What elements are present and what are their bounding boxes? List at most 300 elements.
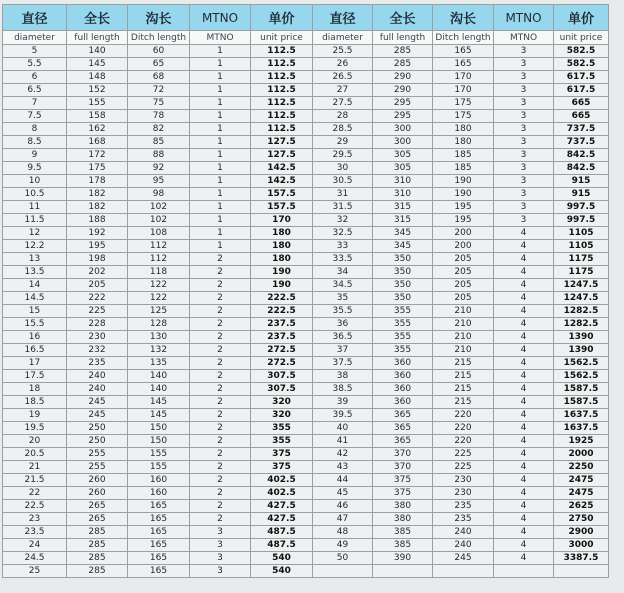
right-diameter-cell: 28.5 (313, 123, 373, 136)
left-mtno-cell: 1 (190, 110, 251, 123)
right-full-length-cell: 285 (373, 58, 433, 71)
right-diameter-cell: 32.5 (313, 227, 373, 240)
table-row (3, 357, 609, 370)
left-unit-price-cell: 112.5 (251, 45, 313, 58)
table-row (3, 383, 609, 396)
right-unit-price-cell: 2000 (554, 448, 609, 461)
right-mtno-cell: 4 (494, 461, 554, 474)
left-mtno-cell: 2 (190, 331, 251, 344)
right-mtno-cell: 4 (494, 331, 554, 344)
right-ditch-length-cell: 215 (433, 396, 494, 409)
right-unit-price-cell: 3387.5 (554, 552, 609, 565)
right-full-length-cell: 360 (373, 357, 433, 370)
right-ditch-length-cell: 235 (433, 500, 494, 513)
left-mtno-cell: 3 (190, 539, 251, 552)
right-full-length-cell: 360 (373, 396, 433, 409)
right-diameter-cell: 47 (313, 513, 373, 526)
left-diameter-cell: 10.5 (3, 188, 67, 201)
right-mtno-cell: 4 (494, 305, 554, 318)
left-full-length-cell: 240 (67, 383, 128, 396)
left-ditch-length-cell: 118 (128, 266, 190, 279)
right-unit-price-cell: 1390 (554, 344, 609, 357)
left-mtno-cell: 2 (190, 513, 251, 526)
left-full-length-cell: 260 (67, 474, 128, 487)
right-mtno-cell: 4 (494, 552, 554, 565)
right-full-length-cell: 370 (373, 461, 433, 474)
right-ditch-length-cell: 220 (433, 422, 494, 435)
left-ditch-length-cell: 88 (128, 149, 190, 162)
left-diameter-cell: 9 (3, 149, 67, 162)
right-full-length-cell (373, 565, 433, 578)
right-ditch-length-cell: 215 (433, 383, 494, 396)
right-full-length-cell: 375 (373, 474, 433, 487)
table-row (3, 409, 609, 422)
left-ditch-length-cell: 130 (128, 331, 190, 344)
right-full-length-cell: 345 (373, 240, 433, 253)
right-diameter-cell: 39 (313, 396, 373, 409)
right-mtno-cell: 4 (494, 344, 554, 357)
left-ditch-length-cell: 165 (128, 565, 190, 578)
right-unit-price-cell: 1562.5 (554, 370, 609, 383)
header-diameter-en: diameter (3, 31, 67, 45)
left-unit-price-cell: 190 (251, 279, 313, 292)
table-row (3, 448, 609, 461)
right-full-length-cell: 365 (373, 435, 433, 448)
right-ditch-length-cell: 245 (433, 552, 494, 565)
table-row (3, 227, 609, 240)
left-ditch-length-cell: 150 (128, 422, 190, 435)
table-row (3, 214, 609, 227)
table-row (3, 123, 609, 136)
left-unit-price-cell: 540 (251, 565, 313, 578)
table-row (3, 422, 609, 435)
left-diameter-cell: 5.5 (3, 58, 67, 71)
right-diameter-cell: 32 (313, 214, 373, 227)
left-diameter-cell: 6 (3, 71, 67, 84)
right-unit-price-cell: 2475 (554, 487, 609, 500)
right-unit-price-cell: 1247.5 (554, 279, 609, 292)
left-ditch-length-cell: 160 (128, 487, 190, 500)
header-unit-price-en: unit price (251, 31, 313, 45)
left-ditch-length-cell: 102 (128, 201, 190, 214)
right-full-length-cell: 355 (373, 305, 433, 318)
left-full-length-cell: 230 (67, 331, 128, 344)
left-ditch-length-cell: 145 (128, 409, 190, 422)
right-ditch-length-cell: 215 (433, 370, 494, 383)
table-row (3, 500, 609, 513)
left-full-length-cell: 250 (67, 422, 128, 435)
left-unit-price-cell: 112.5 (251, 110, 313, 123)
left-full-length-cell: 192 (67, 227, 128, 240)
right-full-length-cell: 355 (373, 344, 433, 357)
right-full-length-cell: 305 (373, 149, 433, 162)
left-mtno-cell: 2 (190, 435, 251, 448)
right-unit-price-cell: 915 (554, 175, 609, 188)
left-full-length-cell: 245 (67, 396, 128, 409)
left-diameter-cell: 15 (3, 305, 67, 318)
right-unit-price-cell: 842.5 (554, 149, 609, 162)
right-diameter-cell: 41 (313, 435, 373, 448)
header-diameter-zh: 直径 (3, 5, 67, 31)
left-unit-price-cell: 112.5 (251, 71, 313, 84)
table-row (3, 474, 609, 487)
table-row (3, 487, 609, 500)
left-full-length-cell: 285 (67, 552, 128, 565)
right-full-length-cell: 360 (373, 383, 433, 396)
right-full-length-cell: 370 (373, 448, 433, 461)
header-mtno-zh: MTNO (494, 5, 554, 31)
header-diameter-zh: 直径 (313, 5, 373, 31)
left-mtno-cell: 1 (190, 175, 251, 188)
right-ditch-length-cell: 240 (433, 526, 494, 539)
right-full-length-cell: 310 (373, 188, 433, 201)
right-unit-price-cell: 1587.5 (554, 396, 609, 409)
right-ditch-length-cell: 235 (433, 513, 494, 526)
right-diameter-cell: 26.5 (313, 71, 373, 84)
table-body (3, 45, 609, 578)
right-mtno-cell: 3 (494, 110, 554, 123)
right-diameter-cell: 49 (313, 539, 373, 552)
right-diameter-cell: 36.5 (313, 331, 373, 344)
left-diameter-cell: 21.5 (3, 474, 67, 487)
right-mtno-cell: 4 (494, 539, 554, 552)
right-ditch-length-cell: 205 (433, 279, 494, 292)
right-unit-price-cell: 915 (554, 188, 609, 201)
table-row (3, 370, 609, 383)
left-ditch-length-cell: 78 (128, 110, 190, 123)
right-unit-price-cell: 665 (554, 110, 609, 123)
right-full-length-cell: 345 (373, 227, 433, 240)
right-full-length-cell: 350 (373, 266, 433, 279)
table-row (3, 84, 609, 97)
right-full-length-cell: 290 (373, 84, 433, 97)
left-diameter-cell: 7.5 (3, 110, 67, 123)
left-diameter-cell: 7 (3, 97, 67, 110)
left-full-length-cell: 168 (67, 136, 128, 149)
right-full-length-cell: 385 (373, 526, 433, 539)
left-ditch-length-cell: 112 (128, 253, 190, 266)
right-mtno-cell: 4 (494, 227, 554, 240)
right-full-length-cell: 310 (373, 175, 433, 188)
left-full-length-cell: 260 (67, 487, 128, 500)
left-full-length-cell: 205 (67, 279, 128, 292)
right-ditch-length-cell: 210 (433, 305, 494, 318)
left-diameter-cell: 12.2 (3, 240, 67, 253)
left-diameter-cell: 16.5 (3, 344, 67, 357)
right-diameter-cell: 27.5 (313, 97, 373, 110)
right-mtno-cell: 4 (494, 370, 554, 383)
right-full-length-cell: 285 (373, 45, 433, 58)
right-ditch-length-cell: 175 (433, 97, 494, 110)
right-unit-price-cell: 737.5 (554, 123, 609, 136)
table-row (3, 513, 609, 526)
right-diameter-cell: 28 (313, 110, 373, 123)
left-diameter-cell: 25 (3, 565, 67, 578)
table-row (3, 149, 609, 162)
left-ditch-length-cell: 165 (128, 539, 190, 552)
right-unit-price-cell: 1390 (554, 331, 609, 344)
left-mtno-cell: 2 (190, 461, 251, 474)
right-mtno-cell: 3 (494, 58, 554, 71)
left-mtno-cell: 2 (190, 318, 251, 331)
left-full-length-cell: 145 (67, 58, 128, 71)
left-ditch-length-cell: 108 (128, 227, 190, 240)
left-mtno-cell: 3 (190, 565, 251, 578)
right-unit-price-cell: 3000 (554, 539, 609, 552)
right-unit-price-cell: 2250 (554, 461, 609, 474)
table-row (3, 253, 609, 266)
right-ditch-length-cell: 205 (433, 253, 494, 266)
right-unit-price-cell: 1247.5 (554, 292, 609, 305)
table-row (3, 526, 609, 539)
header-mtno-en: MTNO (190, 31, 251, 45)
right-mtno-cell: 3 (494, 188, 554, 201)
right-full-length-cell: 295 (373, 97, 433, 110)
right-mtno-cell: 4 (494, 357, 554, 370)
left-unit-price-cell: 427.5 (251, 500, 313, 513)
table-row (3, 58, 609, 71)
left-unit-price-cell: 142.5 (251, 162, 313, 175)
left-unit-price-cell: 307.5 (251, 383, 313, 396)
right-mtno-cell: 4 (494, 513, 554, 526)
left-full-length-cell: 202 (67, 266, 128, 279)
right-diameter-cell: 50 (313, 552, 373, 565)
left-diameter-cell: 24.5 (3, 552, 67, 565)
table-row (3, 331, 609, 344)
left-unit-price-cell: 237.5 (251, 331, 313, 344)
table-row (3, 71, 609, 84)
left-unit-price-cell: 320 (251, 409, 313, 422)
left-unit-price-cell: 402.5 (251, 474, 313, 487)
table-row (3, 110, 609, 123)
left-unit-price-cell: 142.5 (251, 175, 313, 188)
table-row (3, 461, 609, 474)
left-full-length-cell: 198 (67, 253, 128, 266)
left-full-length-cell: 188 (67, 214, 128, 227)
left-full-length-cell: 265 (67, 513, 128, 526)
header-mtno-zh: MTNO (190, 5, 251, 31)
right-full-length-cell: 300 (373, 136, 433, 149)
right-unit-price-cell: 1562.5 (554, 357, 609, 370)
right-unit-price-cell: 1925 (554, 435, 609, 448)
right-diameter-cell: 29 (313, 136, 373, 149)
left-unit-price-cell: 307.5 (251, 370, 313, 383)
left-unit-price-cell: 157.5 (251, 201, 313, 214)
left-unit-price-cell: 222.5 (251, 292, 313, 305)
left-mtno-cell: 1 (190, 71, 251, 84)
left-ditch-length-cell: 95 (128, 175, 190, 188)
table-row (3, 305, 609, 318)
left-diameter-cell: 8 (3, 123, 67, 136)
left-full-length-cell: 172 (67, 149, 128, 162)
left-full-length-cell: 285 (67, 526, 128, 539)
left-unit-price-cell: 272.5 (251, 357, 313, 370)
left-diameter-cell: 22 (3, 487, 67, 500)
left-mtno-cell: 1 (190, 123, 251, 136)
left-full-length-cell: 182 (67, 201, 128, 214)
left-mtno-cell: 2 (190, 487, 251, 500)
right-mtno-cell: 3 (494, 162, 554, 175)
left-ditch-length-cell: 122 (128, 292, 190, 305)
right-diameter-cell: 27 (313, 84, 373, 97)
left-unit-price-cell: 180 (251, 240, 313, 253)
right-mtno-cell: 4 (494, 396, 554, 409)
right-diameter-cell: 26 (313, 58, 373, 71)
left-full-length-cell: 225 (67, 305, 128, 318)
right-full-length-cell: 315 (373, 201, 433, 214)
left-unit-price-cell: 222.5 (251, 305, 313, 318)
left-full-length-cell: 265 (67, 500, 128, 513)
right-full-length-cell: 390 (373, 552, 433, 565)
right-diameter-cell: 46 (313, 500, 373, 513)
right-diameter-cell: 44 (313, 474, 373, 487)
right-ditch-length-cell: 175 (433, 110, 494, 123)
right-unit-price-cell: 2750 (554, 513, 609, 526)
right-mtno-cell: 3 (494, 136, 554, 149)
left-mtno-cell: 1 (190, 162, 251, 175)
right-full-length-cell: 360 (373, 370, 433, 383)
right-diameter-cell: 36 (313, 318, 373, 331)
right-diameter-cell (313, 565, 373, 578)
right-ditch-length-cell: 165 (433, 58, 494, 71)
header-unit-price-en: unit price (554, 31, 609, 45)
right-unit-price-cell: 617.5 (554, 84, 609, 97)
table-row (3, 201, 609, 214)
left-diameter-cell: 5 (3, 45, 67, 58)
left-full-length-cell: 232 (67, 344, 128, 357)
left-diameter-cell: 23 (3, 513, 67, 526)
left-full-length-cell: 245 (67, 409, 128, 422)
left-full-length-cell: 285 (67, 565, 128, 578)
right-unit-price-cell: 1105 (554, 240, 609, 253)
right-mtno-cell: 4 (494, 435, 554, 448)
left-full-length-cell: 152 (67, 84, 128, 97)
right-full-length-cell: 385 (373, 539, 433, 552)
right-mtno-cell: 4 (494, 474, 554, 487)
right-diameter-cell: 43 (313, 461, 373, 474)
left-diameter-cell: 15.5 (3, 318, 67, 331)
right-ditch-length-cell: 215 (433, 357, 494, 370)
left-diameter-cell: 18 (3, 383, 67, 396)
table-row (3, 162, 609, 175)
right-unit-price-cell: 1637.5 (554, 409, 609, 422)
right-diameter-cell: 33.5 (313, 253, 373, 266)
right-ditch-length-cell: 190 (433, 175, 494, 188)
right-full-length-cell: 365 (373, 409, 433, 422)
right-full-length-cell: 355 (373, 331, 433, 344)
left-ditch-length-cell: 72 (128, 84, 190, 97)
table-row (3, 45, 609, 58)
right-diameter-cell: 42 (313, 448, 373, 461)
right-ditch-length-cell: 195 (433, 201, 494, 214)
left-mtno-cell: 1 (190, 227, 251, 240)
header-full-length-zh: 全长 (373, 5, 433, 31)
left-ditch-length-cell: 128 (128, 318, 190, 331)
left-mtno-cell: 2 (190, 292, 251, 305)
left-full-length-cell: 285 (67, 539, 128, 552)
left-diameter-cell: 12 (3, 227, 67, 240)
left-unit-price-cell: 157.5 (251, 188, 313, 201)
left-diameter-cell: 23.5 (3, 526, 67, 539)
right-diameter-cell: 30 (313, 162, 373, 175)
table-row (3, 292, 609, 305)
left-mtno-cell: 2 (190, 383, 251, 396)
left-mtno-cell: 2 (190, 305, 251, 318)
table-row (3, 318, 609, 331)
left-full-length-cell: 178 (67, 175, 128, 188)
left-mtno-cell: 1 (190, 188, 251, 201)
right-ditch-length-cell: 190 (433, 188, 494, 201)
left-ditch-length-cell: 140 (128, 370, 190, 383)
left-diameter-cell: 11 (3, 201, 67, 214)
left-diameter-cell: 11.5 (3, 214, 67, 227)
right-diameter-cell: 34.5 (313, 279, 373, 292)
right-diameter-cell: 37.5 (313, 357, 373, 370)
left-full-length-cell: 155 (67, 97, 128, 110)
left-ditch-length-cell: 92 (128, 162, 190, 175)
right-mtno-cell (494, 565, 554, 578)
right-diameter-cell: 40 (313, 422, 373, 435)
header-unit-price-zh: 单价 (251, 5, 313, 31)
left-unit-price-cell: 427.5 (251, 513, 313, 526)
left-mtno-cell: 2 (190, 409, 251, 422)
header-row-english (3, 31, 609, 45)
left-unit-price-cell: 127.5 (251, 149, 313, 162)
right-unit-price-cell: 582.5 (554, 58, 609, 71)
left-diameter-cell: 8.5 (3, 136, 67, 149)
right-ditch-length-cell: 205 (433, 292, 494, 305)
left-ditch-length-cell: 65 (128, 58, 190, 71)
right-unit-price-cell: 1175 (554, 266, 609, 279)
right-diameter-cell: 35 (313, 292, 373, 305)
left-diameter-cell: 19 (3, 409, 67, 422)
right-unit-price-cell: 582.5 (554, 45, 609, 58)
left-full-length-cell: 255 (67, 448, 128, 461)
right-unit-price-cell: 997.5 (554, 201, 609, 214)
right-ditch-length-cell: 220 (433, 409, 494, 422)
left-mtno-cell: 1 (190, 84, 251, 97)
table-row (3, 539, 609, 552)
right-diameter-cell: 30.5 (313, 175, 373, 188)
header-row-chinese (3, 5, 609, 31)
left-ditch-length-cell: 155 (128, 461, 190, 474)
right-mtno-cell: 4 (494, 279, 554, 292)
left-diameter-cell: 20.5 (3, 448, 67, 461)
left-ditch-length-cell: 165 (128, 500, 190, 513)
right-mtno-cell: 4 (494, 292, 554, 305)
left-ditch-length-cell: 165 (128, 526, 190, 539)
right-ditch-length-cell: 210 (433, 344, 494, 357)
right-ditch-length-cell: 225 (433, 448, 494, 461)
left-diameter-cell: 21 (3, 461, 67, 474)
left-diameter-cell: 20 (3, 435, 67, 448)
right-full-length-cell: 380 (373, 500, 433, 513)
right-mtno-cell: 3 (494, 84, 554, 97)
table-row (3, 240, 609, 253)
right-full-length-cell: 375 (373, 487, 433, 500)
table-row (3, 266, 609, 279)
left-full-length-cell: 195 (67, 240, 128, 253)
table-row (3, 552, 609, 565)
right-unit-price-cell: 1637.5 (554, 422, 609, 435)
left-diameter-cell: 14 (3, 279, 67, 292)
left-unit-price-cell: 190 (251, 266, 313, 279)
header-ditch-length-en: Ditch length (128, 31, 190, 45)
left-ditch-length-cell: 122 (128, 279, 190, 292)
left-mtno-cell: 2 (190, 279, 251, 292)
right-diameter-cell: 37 (313, 344, 373, 357)
right-full-length-cell: 300 (373, 123, 433, 136)
